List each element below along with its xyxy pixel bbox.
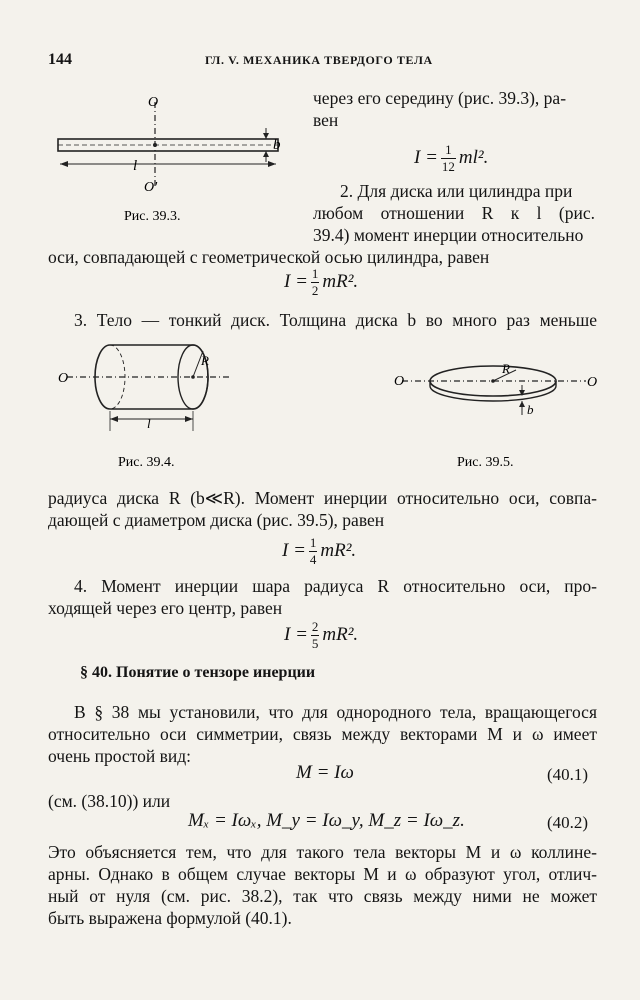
text-line: 39.4) момент инерции относительно bbox=[313, 225, 584, 245]
running-title: ГЛ. V. МЕХАНИКА ТВЕРДОГО ТЕЛА bbox=[205, 53, 433, 67]
equation-number-40-1: (40.1) bbox=[547, 765, 589, 784]
text-line: ный от нуля (см. рис. 38.2), так что связь между ними не может bbox=[48, 886, 597, 906]
equation-rod: I = $\frac{1}{12}$ ml². bbox=[414, 141, 489, 174]
equation-sphere: I = $\frac{2}{5}$ mR². bbox=[284, 618, 359, 651]
text-line: относительно оси симметрии, связь между векторами M и ω имеет bbox=[48, 724, 597, 744]
text-line: ходящей через его центр, равен bbox=[48, 598, 283, 618]
figure-39-3 bbox=[40, 90, 300, 230]
label-b: b bbox=[527, 402, 534, 417]
text-line: В § 38 мы установили, что для однородного тела, вращающегося bbox=[74, 702, 597, 722]
text-line: арны. Однако в общем случае векторы M и ω образуют угол, отлич- bbox=[48, 864, 597, 884]
label-o-top: O bbox=[148, 95, 159, 110]
text-line: 4. Момент инерции шара радиуса R относительно оси, про- bbox=[74, 576, 597, 596]
label-r: R bbox=[502, 361, 510, 376]
text-line: через его середину (рис. 39.3), ра- bbox=[313, 88, 567, 108]
section-heading: § 40. Понятие о тензоре инерции bbox=[80, 664, 316, 681]
text-line: Это объясняется тем, что для такого тела векторы M и ω коллине- bbox=[48, 842, 597, 862]
text-line: дающей с диаметром диска (рис. 39.5), равен bbox=[48, 510, 385, 530]
caption-39-4: Рис. 39.4. bbox=[118, 455, 175, 470]
text-line: вен bbox=[313, 110, 339, 130]
text-line: 2. Для диска или цилиндра при bbox=[340, 181, 573, 201]
arrow-right bbox=[268, 161, 276, 167]
rod-center-dot bbox=[153, 143, 157, 147]
equation-number-40-2: (40.2) bbox=[547, 813, 589, 832]
equation-40-2: Mₓ = Iωₓ, M_y = Iω_y, M_z = Iω_z. bbox=[188, 810, 465, 831]
text-line: любом отношении R к l (рис. bbox=[313, 203, 595, 223]
arrow-left bbox=[60, 161, 68, 167]
text-line: очень простой вид: bbox=[48, 746, 191, 766]
figure-39-4 bbox=[55, 335, 240, 475]
label-o-left: O bbox=[394, 374, 405, 389]
thickness-arrow-top bbox=[263, 133, 269, 139]
text-line: радиуса диска R (b≪R). Момент инерции относительно оси, совпа- bbox=[48, 488, 597, 508]
label-o-bottom: O' bbox=[144, 180, 158, 195]
text-line: оси, совпадающей с геометрической осью цилиндра, равен bbox=[48, 247, 490, 267]
text-line: (см. (38.10)) или bbox=[48, 791, 171, 811]
text-line: быть выражена формулой (40.1). bbox=[48, 908, 292, 928]
label-o-left: O bbox=[58, 371, 69, 386]
label-b: b bbox=[273, 137, 281, 153]
caption-39-3: Рис. 39.3. bbox=[124, 209, 181, 224]
label-o-right: O bbox=[587, 375, 598, 390]
page-number: 144 bbox=[48, 51, 72, 68]
text-line: 3. Тело — тонкий диск. Толщина диска b во много раз меньше bbox=[74, 310, 597, 330]
thickness-arrow-bottom bbox=[263, 151, 269, 157]
label-r: R bbox=[201, 353, 209, 368]
equation-disk: I = $\frac{1}{4}$ mR². bbox=[282, 534, 357, 567]
equation-cylinder: I = $\frac{1}{2}$ mR². bbox=[284, 265, 359, 298]
equation-40-1: M = Iω bbox=[296, 762, 354, 783]
thickness-arrow-bottom bbox=[519, 401, 525, 407]
caption-39-5: Рис. 39.5. bbox=[457, 455, 514, 470]
figure-39-5 bbox=[388, 345, 603, 470]
label-l: l bbox=[133, 158, 138, 174]
label-l: l bbox=[147, 416, 151, 431]
